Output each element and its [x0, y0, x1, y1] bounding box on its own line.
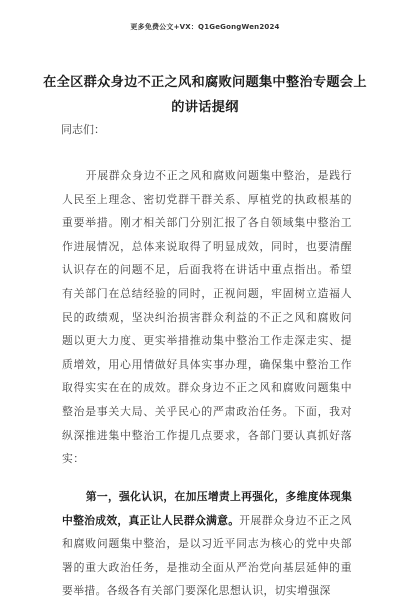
salutation: 同志们： — [61, 123, 105, 136]
document-title: 在全区群众身边不正之风和腐败问题集中整治专题会上的讲话提纲 — [43, 75, 367, 115]
body-paragraph-2 — [62, 485, 352, 603]
header-note: 更多免费公文+VX：Q1GeGongWen2024 — [130, 23, 280, 31]
body-paragraph-1 — [62, 164, 352, 471]
point-1-text: 开展群众身边不正之风和腐败问题集中整治，是以习近平同志为核心的党中央部署的重大政治任务，是推动全面从严治党向基层延伸的重要举措。各级各有关部门要深化思想认识，切实增强深 — [62, 513, 352, 598]
paragraph-text: 开展群众身边不正之风和腐败问题集中整治，是践行人民至上理念、密切党群干群关系、厚植党的执政根基的重要举措。刚才相关部门分别汇报了各自领域集中整治工作进展情况，总体来说取得了明显成效，同时，也要清醒认识存在的问题不足，后面我将在讲话中重点指出。希望有关部门在总结经验的同时，正视问题，牢固树立造福人民的政绩观，坚决纠治损害群众利益的不正之风和腐败问题以更大力度、更实举措推动集中整治工作走深走实、提质增效，用心用情做好具体实事办理，确保集中整治工作取得实实在在的成效。群众身边不正之风和腐败问题集中整治是事关大局、关乎民心的严肃政治任务。下面，我对纵深推进集中整治工作提几点要求，各部门要认真抓好落实： — [62, 169, 352, 466]
point-1-heading: 第一，强化认识，在加压增责上再强化，多维度体现集中整治成效，真正让人民群众满意。 — [62, 490, 352, 527]
